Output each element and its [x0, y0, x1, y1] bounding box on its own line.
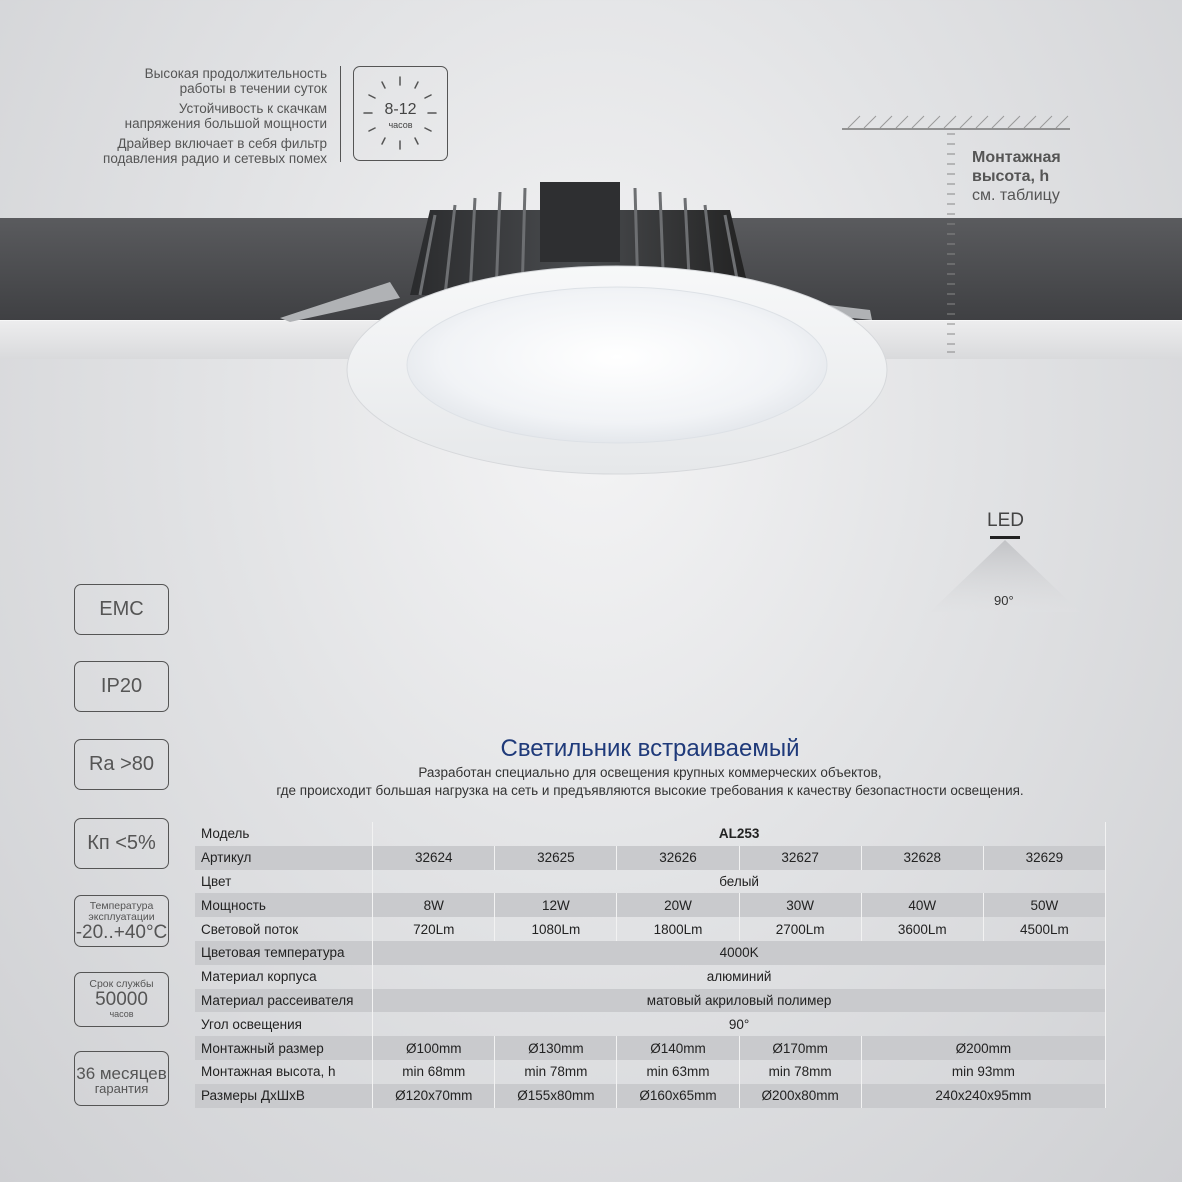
- row-label: Монтажная высота, h: [195, 1060, 373, 1084]
- table-cell: 3600Lm: [861, 917, 983, 941]
- ip-rating-label: IP20: [100, 675, 143, 697]
- table-cell: Ø100mm: [373, 1036, 495, 1060]
- table-row: [195, 1084, 1106, 1108]
- lifetime-unit: часов: [109, 1009, 134, 1019]
- row-label: Угол освещения: [195, 1012, 373, 1036]
- feature-list: [27, 66, 327, 171]
- row-label: Цвет: [195, 870, 373, 894]
- row-label: Размеры ДхШхВ: [195, 1084, 373, 1108]
- temperature-caption: Температура эксплуатации: [88, 899, 155, 923]
- table-cell: Ø200x80mm: [739, 1084, 861, 1108]
- table-cell: Ø140mm: [617, 1036, 739, 1060]
- led-label: LED: [987, 510, 1024, 531]
- feature-item: Высокая продолжительность работы в течении суток: [144, 66, 327, 96]
- warranty-value: 36 месяцев: [76, 1063, 167, 1083]
- divider: [340, 66, 341, 162]
- mounting-height-ref: см. таблицу: [972, 187, 1060, 204]
- feature-item: Драйвер включает в себя фильтр подавления радио и сетевых помех: [103, 136, 327, 166]
- table-row: [195, 893, 1106, 917]
- mounting-height-note: [972, 148, 1061, 205]
- table-cell: 32625: [495, 846, 617, 870]
- row-label: Модель: [195, 822, 373, 846]
- lifetime-badge: [74, 972, 169, 1027]
- warranty-badge: [74, 1051, 169, 1106]
- row-label: Монтажный размер: [195, 1036, 373, 1060]
- table-cell: min 63mm: [617, 1060, 739, 1084]
- mounting-height-title: Монтажная: [972, 149, 1061, 166]
- model-value: AL253: [373, 822, 1106, 846]
- row-label: Артикул: [195, 846, 373, 870]
- table-cell: 2700Lm: [739, 917, 861, 941]
- table-cell: 240x240x95mm: [861, 1084, 1105, 1108]
- table-cell: Ø170mm: [739, 1036, 861, 1060]
- table-row: [195, 989, 1106, 1013]
- emc-badge: [74, 584, 169, 635]
- table-cell: 90°: [373, 1012, 1106, 1036]
- row-label: Материал корпуса: [195, 965, 373, 989]
- table-cell: min 93mm: [861, 1060, 1105, 1084]
- row-label: Световой поток: [195, 917, 373, 941]
- table-row: [195, 1012, 1106, 1036]
- temperature-badge: [74, 895, 169, 947]
- table-cell: 32628: [861, 846, 983, 870]
- table-cell: белый: [373, 870, 1106, 894]
- table-cell: 40W: [861, 893, 983, 917]
- table-cell: 32629: [983, 846, 1105, 870]
- temperature-range: -20..+40°C: [75, 921, 168, 943]
- height-ruler-icon: [939, 132, 965, 354]
- table-cell: 12W: [495, 893, 617, 917]
- table-row: [195, 965, 1106, 989]
- beam-angle-value: 90°: [994, 593, 1014, 608]
- table-cell: матовый акриловый полимер: [373, 989, 1106, 1013]
- table-row: [195, 917, 1106, 941]
- table-cell: 720Lm: [373, 917, 495, 941]
- table-cell: 30W: [739, 893, 861, 917]
- table-cell: Ø120x70mm: [373, 1084, 495, 1108]
- table-row: [195, 1060, 1106, 1084]
- clock-unit: часов: [388, 120, 413, 130]
- table-cell: Ø155x80mm: [495, 1084, 617, 1108]
- product-title: Светильник встраиваемый: [500, 735, 800, 762]
- feature-item: Устойчивость к скачкам напряжения большой мощности: [124, 101, 327, 131]
- lifetime-value: 50000: [95, 989, 148, 1010]
- table-cell: min 68mm: [373, 1060, 495, 1084]
- description-line: Разработан специально для освещения крупных коммерческих объектов,: [418, 765, 882, 780]
- table-cell: 20W: [617, 893, 739, 917]
- mounting-height-title-2: высота, h: [972, 168, 1050, 185]
- cri-label: Ra >80: [88, 753, 155, 775]
- description-line: где происходит большая нагрузка на сеть и предъявляются высокие требования к качеству безопастности освещения.: [276, 783, 1024, 798]
- table-cell: min 78mm: [495, 1060, 617, 1084]
- table-row: [195, 822, 1106, 846]
- table-cell: min 78mm: [739, 1060, 861, 1084]
- lifetime-caption: Срок службы: [89, 978, 154, 990]
- row-label: Мощность: [195, 893, 373, 917]
- table-cell: 4000K: [373, 941, 1106, 965]
- spec-table: [195, 822, 1106, 1108]
- flicker-badge: [74, 818, 169, 869]
- table-cell: 50W: [983, 893, 1105, 917]
- table-cell: 1800Lm: [617, 917, 739, 941]
- flicker-label: Кп <5%: [87, 832, 156, 854]
- table-cell: алюминий: [373, 965, 1106, 989]
- table-row: [195, 870, 1106, 894]
- table-row: [195, 1036, 1106, 1060]
- product-description: [0, 764, 1182, 800]
- row-label: Материал рассеивателя: [195, 989, 373, 1013]
- ip-rating-badge: [74, 661, 169, 712]
- table-cell: 1080Lm: [495, 917, 617, 941]
- row-label: Цветовая температура: [195, 941, 373, 965]
- table-cell: Ø160x65mm: [617, 1084, 739, 1108]
- clock-hours: 8-12: [384, 101, 417, 118]
- table-cell: Ø200mm: [861, 1036, 1105, 1060]
- emc-label: EMC: [99, 598, 144, 620]
- table-cell: Ø130mm: [495, 1036, 617, 1060]
- clock-badge: [353, 66, 448, 161]
- table-cell: 32627: [739, 846, 861, 870]
- table-cell: 8W: [373, 893, 495, 917]
- ceiling-hatch-icon: [842, 114, 1070, 130]
- table-cell: 32626: [617, 846, 739, 870]
- table-cell: 4500Lm: [983, 917, 1105, 941]
- warranty-caption: гарантия: [94, 1080, 149, 1096]
- table-row: [195, 941, 1106, 965]
- table-cell: 32624: [373, 846, 495, 870]
- downlight-illustration: [260, 170, 900, 480]
- table-row: [195, 846, 1106, 870]
